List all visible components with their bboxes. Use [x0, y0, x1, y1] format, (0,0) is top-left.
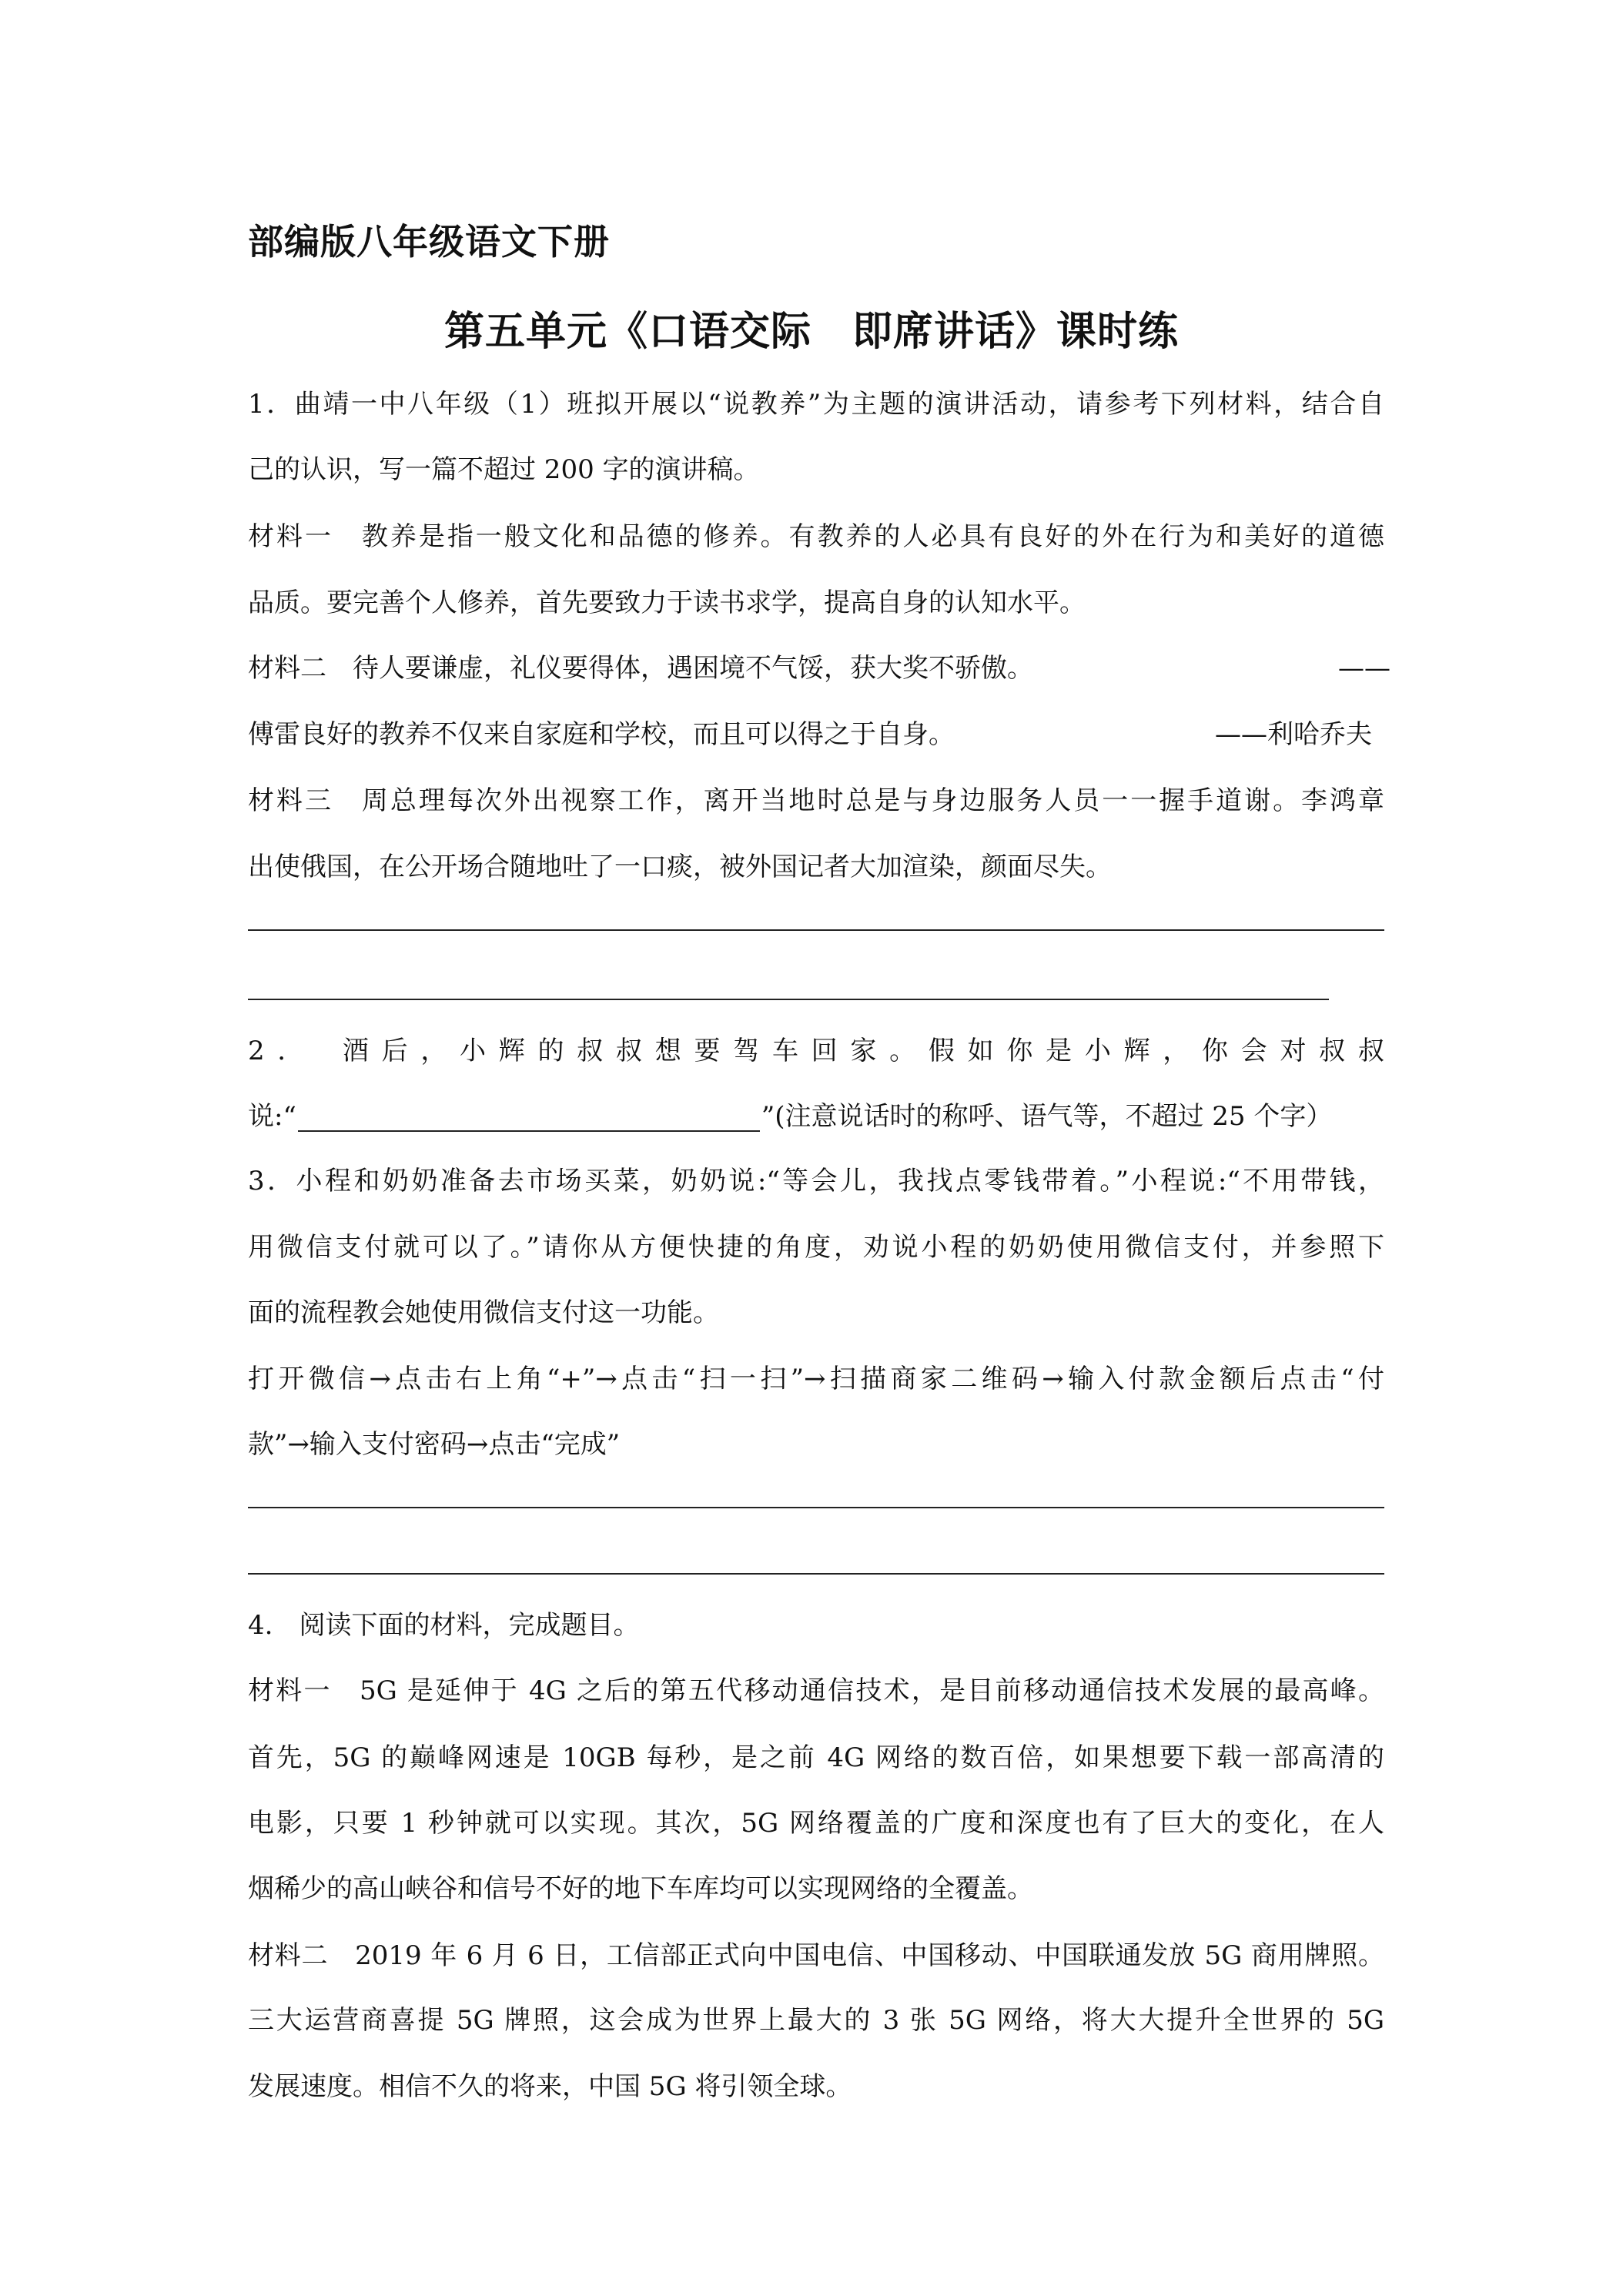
q4-material-1-line-3: 电影，只要 1 秒钟就可以实现。其次，5G 网络覆盖的广度和深度也有了巨大的变化，在人 [248, 1808, 1384, 1839]
answer-line-q1-1[interactable] [248, 929, 1384, 931]
q4-material-2-line-1: 材料二 2019 年 6 月 6 日，工信部正式向中国电信、中国移动、中国联通发放 5G 商用牌照。 [248, 1940, 1384, 1971]
answer-line-q3-1[interactable] [248, 1507, 1384, 1508]
q3-line-2: 用微信支付就可以了。”请你从方便快捷的角度，劝说小程的奶奶使用微信支付，并参照下 [248, 1232, 1384, 1263]
q3-flow-line-1: 打开微信→点击右上角“+”→点击“扫一扫”→扫描商家二维码→输入付款金额后点击“付 [248, 1364, 1384, 1394]
q2-answer-blank[interactable] [298, 1106, 760, 1132]
q1-material-2-dash: —— [1338, 653, 1390, 684]
q1-material-2-line-1: 材料二 待人要谦虚，礼仪要得体，遇困境不气馁，获大奖不骄傲。 [248, 653, 1033, 684]
document-header: 部编版八年级语文下册 [248, 221, 610, 263]
q4-material-2-line-2: 三大运营商喜提 5G 牌照，这会成为世界上最大的 3 张 5G 网络，将大大提升全世界的 5G [248, 2005, 1384, 2036]
q1-material-3-line-2: 出使俄国，在公开场合随地吐了一口痰，被外国记者大加渲染，颜面尽失。 [248, 852, 1112, 882]
q4-material-1-line-2: 首先，5G 的巅峰网速是 10GB 每秒，是之前 4G 网络的数百倍，如果想要下载一部高清的 [248, 1742, 1384, 1773]
q3-flow-line-2: 款”→输入支付密码→点击“完成” [248, 1429, 621, 1460]
q1-line-1: 1．曲靖一中八年级（1）班拟开展以“说教养”为主题的演讲活动，请参考下列材料，结合自 [248, 389, 1384, 420]
answer-line-q1-2[interactable] [248, 999, 1329, 1000]
q1-line-2: 己的认识，写一篇不超过 200 字的演讲稿。 [248, 454, 760, 485]
q2-suffix: ”(注意说话时的称呼、语气等，不超过 25 个字） [761, 1101, 1333, 1132]
q4-line-1: 4. 阅读下面的材料，完成题目。 [248, 1610, 640, 1641]
q1-material-2-source: ——利哈乔夫 [1215, 719, 1372, 750]
q3-line-3: 面的流程教会她使用微信支付这一功能。 [248, 1297, 719, 1328]
q4-material-1-line-1: 材料一 5G 是延伸于 4G 之后的第五代移动通信技术，是目前移动通信技术发展的最高峰。 [248, 1675, 1384, 1706]
q2-line-2 [248, 1101, 1332, 1132]
q1-material-1-line-2: 品质。要完善个人修养，首先要致力于读书求学，提高自身的认知水平。 [248, 587, 1086, 618]
q1-material-3-line-1: 材料三 周总理每次外出视察工作，离开当地时总是与身边服务人员一一握手道谢。李鸿章 [248, 785, 1384, 816]
q4-material-2-line-3: 发展速度。相信不久的将来，中国 5G 将引领全球。 [248, 2071, 852, 2102]
q1-material-1-line-1: 材料一 教养是指一般文化和品德的修养。有教养的人必具有良好的外在行为和美好的道德 [248, 521, 1384, 552]
q2-line-1: 2． 酒后，小辉的叔叔想要驾车回家。假如你是小辉，你会对叔叔 [248, 1036, 1384, 1066]
q2-prefix: 说:“ [248, 1101, 296, 1132]
q3-line-1: 3．小程和奶奶准备去市场买菜，奶奶说:“等会儿，我找点零钱带着。”小程说:“不用带钱， [248, 1166, 1384, 1197]
document-title: 第五单元《口语交际 即席讲话》课时练 [443, 308, 1179, 355]
answer-line-q3-2[interactable] [248, 1573, 1384, 1575]
q1-material-2-line-2: 傅雷良好的教养不仅来自家庭和学校，而且可以得之于自身。 [248, 719, 955, 750]
q4-material-1-line-4: 烟稀少的高山峡谷和信号不好的地下车库均可以实现网络的全覆盖。 [248, 1873, 1033, 1904]
